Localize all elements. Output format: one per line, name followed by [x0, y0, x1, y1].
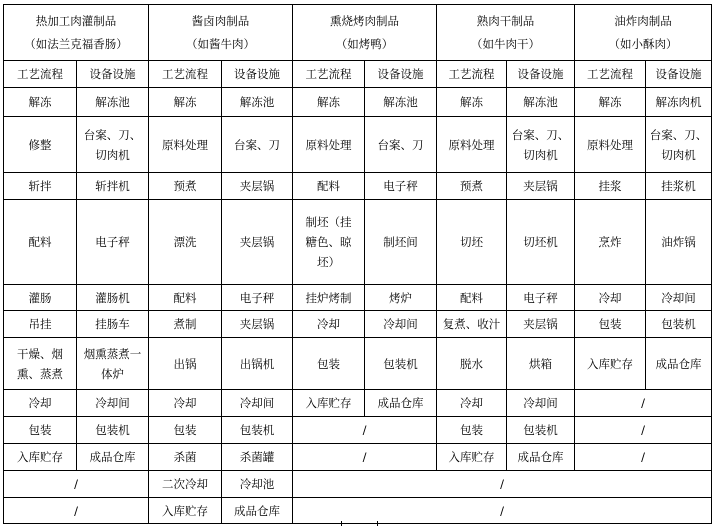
cell-text-line: 出锅 — [173, 356, 197, 371]
cell-text-line: 原料处理 — [448, 137, 495, 152]
cell-text-line: 夹层锅 — [523, 179, 558, 193]
equipment-cell — [77, 444, 149, 471]
equipment-header — [507, 61, 575, 88]
category-name: 油炸肉制品 — [614, 13, 672, 28]
category-name: 熟肉干制品 — [476, 13, 535, 28]
equipment-cell — [222, 285, 293, 311]
cell-text-line: 包装 — [598, 317, 622, 331]
equipment-cell — [507, 173, 575, 200]
process-step-cell — [437, 285, 507, 311]
process-step-cell — [149, 285, 222, 311]
cell-text-line: 冷却间 — [95, 396, 130, 410]
cell-text-line: 切坯 — [460, 235, 483, 249]
equipment-cell — [222, 498, 293, 524]
process-step-cell — [293, 117, 365, 173]
equipment-cell — [507, 117, 575, 173]
equipment-cell — [365, 390, 437, 417]
cell-text-line: 原料处理 — [305, 137, 352, 152]
process-step-cell — [4, 117, 77, 173]
equipment-cell — [77, 117, 149, 173]
cell-text-line: 解冻 — [598, 95, 622, 109]
cell-text-line: 包装 — [173, 423, 197, 437]
cell-text-line: 煮制 — [173, 317, 197, 331]
cell-text-line: 冷却 — [28, 396, 52, 410]
table-row — [4, 390, 712, 417]
cell-text-line: 修整 — [28, 137, 52, 152]
equipment-cell — [222, 390, 293, 417]
cell-text-line: 解冻池 — [523, 95, 558, 109]
cell-text-line: 坯） — [317, 255, 340, 269]
cell-text-line: 冷却 — [598, 290, 622, 305]
category-example: （如酱牛肉） — [186, 36, 255, 51]
cell-text-line: 解冻池 — [95, 95, 130, 109]
empty-mark: / — [74, 477, 78, 491]
cell-text-line: 电子秤 — [239, 290, 275, 305]
empty-cell — [575, 390, 712, 417]
process-step-cell — [437, 173, 507, 200]
equipment-header — [222, 61, 293, 88]
cell-text-line: 电子秤 — [523, 290, 558, 305]
category-header-cell — [293, 5, 437, 61]
process-step-cell — [575, 285, 646, 311]
category-name: 酱卤肉制品 — [191, 13, 250, 28]
equipment-cell — [646, 117, 712, 173]
process-step-cell — [575, 338, 646, 390]
equipment-cell — [365, 200, 437, 285]
cell-text-line: 夹层锅 — [239, 235, 275, 249]
cell-text-line: 解冻池 — [383, 95, 418, 109]
empty-mark: / — [500, 477, 504, 491]
cell-text-line: 出锅机 — [239, 356, 275, 371]
equipment-header — [365, 61, 437, 88]
empty-mark: / — [641, 396, 645, 410]
cell-text-line: 电子秤 — [383, 179, 418, 193]
cell-text-line: 烟熏蒸煮一 — [83, 346, 142, 361]
process-step-cell — [4, 200, 77, 285]
process-step-header — [437, 61, 507, 88]
equipment-cell — [222, 88, 293, 117]
cell-text-line: 挂浆 — [598, 179, 622, 193]
cell-text-line: 冷却间 — [383, 317, 418, 331]
category-example: （如小酥肉） — [608, 36, 678, 51]
cell-text-line: 解冻 — [28, 95, 52, 109]
cell-text-line: 包装机 — [523, 423, 558, 437]
category-header-cell — [149, 5, 293, 61]
cell-text-line: 冷却间 — [523, 396, 558, 410]
process-step-cell — [575, 88, 646, 117]
empty-mark: / — [500, 503, 504, 518]
equipment-cell — [222, 338, 293, 390]
cell-text-line: 制坯（挂 — [305, 215, 352, 229]
process-step-cell — [4, 444, 77, 471]
empty-cell — [4, 498, 149, 524]
cell-text-line: 脱水 — [460, 356, 483, 371]
process-step-header — [149, 61, 222, 88]
process-step-cell — [149, 417, 222, 444]
equipment-cell — [222, 117, 293, 173]
cell-text-line: 配料 — [173, 290, 197, 305]
equipment-cell — [646, 200, 712, 285]
cell-text-line: 冷却池 — [239, 477, 275, 491]
subheader-label: 工艺流程 — [305, 67, 352, 81]
process-step-cell — [437, 390, 507, 417]
cell-text-line: 挂肠车 — [95, 317, 130, 331]
equipment-cell — [365, 338, 437, 390]
cell-text-line: 预煮 — [460, 179, 483, 193]
cell-text-line: 体炉 — [101, 366, 124, 381]
equipment-cell — [507, 444, 575, 471]
process-step-cell — [437, 338, 507, 390]
process-step-cell — [293, 338, 365, 390]
equipment-cell — [646, 338, 712, 390]
cell-text-line: 斩拌机 — [95, 179, 130, 193]
equipment-header — [646, 61, 712, 88]
process-step-cell — [293, 173, 365, 200]
equipment-cell — [222, 444, 293, 471]
table-row — [4, 173, 712, 200]
process-step-cell — [4, 173, 77, 200]
cell-text-line: 入库贮存 — [305, 396, 352, 410]
empty-cell — [575, 417, 712, 444]
cell-text-line: 制坯间 — [383, 235, 418, 249]
cell-text-line: 原料处理 — [587, 137, 633, 152]
equipment-header — [77, 61, 149, 88]
cell-text-line: 夹层锅 — [523, 317, 558, 331]
equipment-cell — [646, 173, 712, 200]
cell-text-line: 解冻池 — [239, 95, 275, 109]
cell-text-line: 台案、刀 — [234, 137, 280, 152]
cell-text-line: 烘箱 — [529, 356, 552, 371]
category-example: （如牛肉干） — [471, 36, 540, 51]
cell-text-line: 配料 — [317, 179, 340, 193]
process-step-header — [4, 61, 77, 88]
equipment-cell — [365, 285, 437, 311]
empty-cell — [293, 444, 437, 471]
category-header-cell — [4, 5, 149, 61]
cell-text-line: 杀菌罐 — [239, 450, 275, 464]
subheader-label: 工艺流程 — [162, 67, 208, 81]
empty-cell — [4, 471, 149, 498]
process-step-cell — [293, 200, 365, 285]
cell-text-line: 挂浆机 — [661, 179, 696, 193]
cell-text-line: 吊挂 — [28, 317, 52, 331]
cell-text-line: 包装机 — [383, 356, 418, 371]
table-row — [4, 200, 712, 285]
continuation-mark — [341, 521, 378, 526]
cell-text-line: 解冻 — [173, 95, 197, 109]
cell-text-line: 斩拌 — [28, 179, 52, 193]
cell-text-line: 复煮、收汁 — [442, 317, 501, 331]
cell-text-line: 成品仓库 — [517, 450, 564, 464]
cell-text-line: 原料处理 — [162, 137, 208, 152]
process-step-cell — [149, 200, 222, 285]
equipment-cell — [222, 200, 293, 285]
category-header-cell — [575, 5, 712, 61]
process-step-cell — [293, 390, 365, 417]
process-step-cell — [437, 444, 507, 471]
table-row — [4, 88, 712, 117]
process-step-cell — [149, 471, 222, 498]
process-step-cell — [575, 200, 646, 285]
cell-text-line: 成品仓库 — [234, 503, 280, 518]
cell-text-line: 配料 — [28, 235, 52, 249]
process-step-cell — [437, 88, 507, 117]
cell-text-line: 台案、刀、 — [83, 127, 142, 142]
process-step-cell — [4, 285, 77, 311]
cell-text-line: 二次冷却 — [162, 477, 208, 491]
cell-text-line: 成品仓库 — [377, 396, 424, 410]
cell-text-line: 切肉机 — [661, 147, 696, 162]
equipment-cell — [646, 285, 712, 311]
equipment-cell — [646, 88, 712, 117]
cell-text-line: 包装 — [460, 423, 483, 437]
empty-mark: / — [74, 503, 78, 518]
equipment-cell — [507, 417, 575, 444]
equipment-cell — [507, 338, 575, 390]
process-step-cell — [4, 338, 77, 390]
cell-text-line: 入库贮存 — [448, 450, 495, 464]
equipment-cell — [507, 88, 575, 117]
process-step-cell — [4, 88, 77, 117]
subheader-label: 设备设施 — [234, 67, 280, 81]
cell-text-line: 入库贮存 — [17, 450, 63, 464]
empty-mark: / — [641, 450, 645, 464]
cell-text-line: 烤炉 — [389, 290, 412, 305]
equipment-cell — [365, 117, 437, 173]
cell-text-line: 灌肠机 — [95, 290, 130, 305]
subheader-label: 设备设施 — [655, 67, 702, 81]
subheader-row — [4, 61, 712, 88]
table-row — [4, 498, 712, 524]
cell-text-line: 切坯机 — [523, 235, 558, 249]
cell-text-line: 烹炸 — [598, 235, 622, 249]
process-step-cell — [149, 338, 222, 390]
cell-text-line: 预煮 — [173, 179, 197, 193]
equipment-cell — [507, 390, 575, 417]
equipment-cell — [365, 311, 437, 338]
process-step-cell — [149, 117, 222, 173]
empty-mark: / — [362, 450, 367, 464]
cell-text-line: 冷却 — [317, 317, 340, 331]
equipment-cell — [222, 173, 293, 200]
equipment-cell — [222, 417, 293, 444]
table-row — [4, 338, 712, 390]
category-header-cell — [437, 5, 575, 61]
cell-text-line: 台案、刀、 — [511, 127, 570, 142]
equipment-cell — [77, 311, 149, 338]
subheader-label: 工艺流程 — [17, 67, 63, 81]
process-step-cell — [4, 311, 77, 338]
process-table-sheet — [3, 4, 711, 517]
subheader-label: 工艺流程 — [587, 67, 633, 81]
equipment-cell — [77, 390, 149, 417]
process-step-cell — [149, 390, 222, 417]
subheader-label: 工艺流程 — [448, 67, 495, 81]
equipment-cell — [77, 88, 149, 117]
cell-text-line: 切肉机 — [95, 147, 130, 162]
process-step-cell — [437, 200, 507, 285]
header-row — [4, 5, 712, 61]
process-step-cell — [4, 390, 77, 417]
empty-mark: / — [641, 423, 645, 437]
cell-text-line: 夹层锅 — [239, 317, 275, 331]
cell-text-line: 台案、刀 — [377, 137, 424, 152]
process-step-cell — [575, 117, 646, 173]
process-step-header — [293, 61, 365, 88]
cell-text-line: 解冻肉机 — [655, 95, 702, 109]
cell-text-line: 配料 — [460, 290, 483, 305]
empty-cell — [293, 417, 437, 444]
process-step-cell — [575, 311, 646, 338]
cell-text-line: 切肉机 — [523, 147, 558, 162]
category-name: 熏烧烤肉制品 — [330, 13, 399, 28]
equipment-cell — [507, 200, 575, 285]
cell-text-line: 冷却 — [460, 396, 483, 410]
cell-text-line: 电子秤 — [95, 235, 130, 249]
category-example: （如烤鸭） — [335, 36, 394, 51]
process-step-cell — [293, 88, 365, 117]
equipment-cell — [646, 311, 712, 338]
equipment-cell — [365, 173, 437, 200]
cell-text-line: 入库贮存 — [587, 356, 633, 371]
cell-text-line: 漂洗 — [173, 235, 197, 249]
cell-text-line: 包装机 — [95, 423, 130, 437]
equipment-cell — [77, 417, 149, 444]
meat-product-process-table — [3, 4, 712, 524]
cell-text-line: 解冻 — [460, 95, 483, 109]
empty-cell — [293, 471, 712, 498]
process-step-cell — [149, 444, 222, 471]
subheader-label: 设备设施 — [89, 67, 136, 81]
cell-text-line: 糖色、晾 — [305, 235, 352, 249]
cell-text-line: 杀菌 — [173, 450, 197, 464]
equipment-cell — [222, 311, 293, 338]
equipment-cell — [365, 88, 437, 117]
subheader-label: 设备设施 — [517, 67, 564, 81]
process-step-cell — [4, 417, 77, 444]
process-step-cell — [293, 311, 365, 338]
cell-text-line: 冷却 — [173, 396, 197, 410]
process-step-cell — [149, 498, 222, 524]
equipment-cell — [77, 338, 149, 390]
equipment-cell — [507, 311, 575, 338]
category-name: 热加工肉灌制品 — [35, 13, 117, 28]
process-step-cell — [437, 311, 507, 338]
cell-text-line: 包装机 — [661, 317, 696, 331]
process-step-header — [575, 61, 646, 88]
cell-text-line: 包装机 — [239, 423, 275, 437]
equipment-cell — [77, 200, 149, 285]
cell-text-line: 成品仓库 — [89, 450, 136, 464]
cell-text-line: 解冻 — [317, 95, 340, 109]
category-example: （如法兰克福香肠） — [24, 36, 128, 51]
process-step-cell — [149, 311, 222, 338]
process-step-cell — [575, 173, 646, 200]
cell-text-line: 灌肠 — [28, 290, 52, 305]
table-row — [4, 417, 712, 444]
empty-cell — [575, 444, 712, 471]
table-row — [4, 311, 712, 338]
cell-text-line: 油炸锅 — [661, 235, 696, 249]
cell-text-line: 挂炉烤制 — [305, 290, 352, 305]
cell-text-line: 入库贮存 — [162, 503, 208, 518]
cell-text-line: 台案、刀、 — [649, 127, 708, 142]
table-row — [4, 285, 712, 311]
equipment-cell — [222, 471, 293, 498]
process-step-cell — [149, 88, 222, 117]
subheader-label: 设备设施 — [377, 67, 424, 81]
process-step-cell — [437, 117, 507, 173]
cell-text-line: 熏、蒸煮 — [17, 366, 63, 381]
cell-text-line: 冷却间 — [239, 396, 275, 410]
cell-text-line: 夹层锅 — [239, 179, 275, 193]
empty-mark: / — [362, 423, 367, 437]
equipment-cell — [507, 285, 575, 311]
equipment-cell — [77, 173, 149, 200]
empty-cell — [293, 498, 712, 524]
table-row — [4, 444, 712, 471]
process-step-cell — [149, 173, 222, 200]
cell-text-line: 包装 — [317, 356, 340, 371]
table-row — [4, 117, 712, 173]
cell-text-line: 干燥、烟 — [17, 346, 63, 361]
process-step-cell — [437, 417, 507, 444]
equipment-cell — [77, 285, 149, 311]
table-row — [4, 471, 712, 498]
process-step-cell — [293, 285, 365, 311]
cell-text-line: 成品仓库 — [655, 356, 702, 371]
cell-text-line: 包装 — [28, 423, 52, 437]
cell-text-line: 冷却间 — [661, 290, 696, 305]
